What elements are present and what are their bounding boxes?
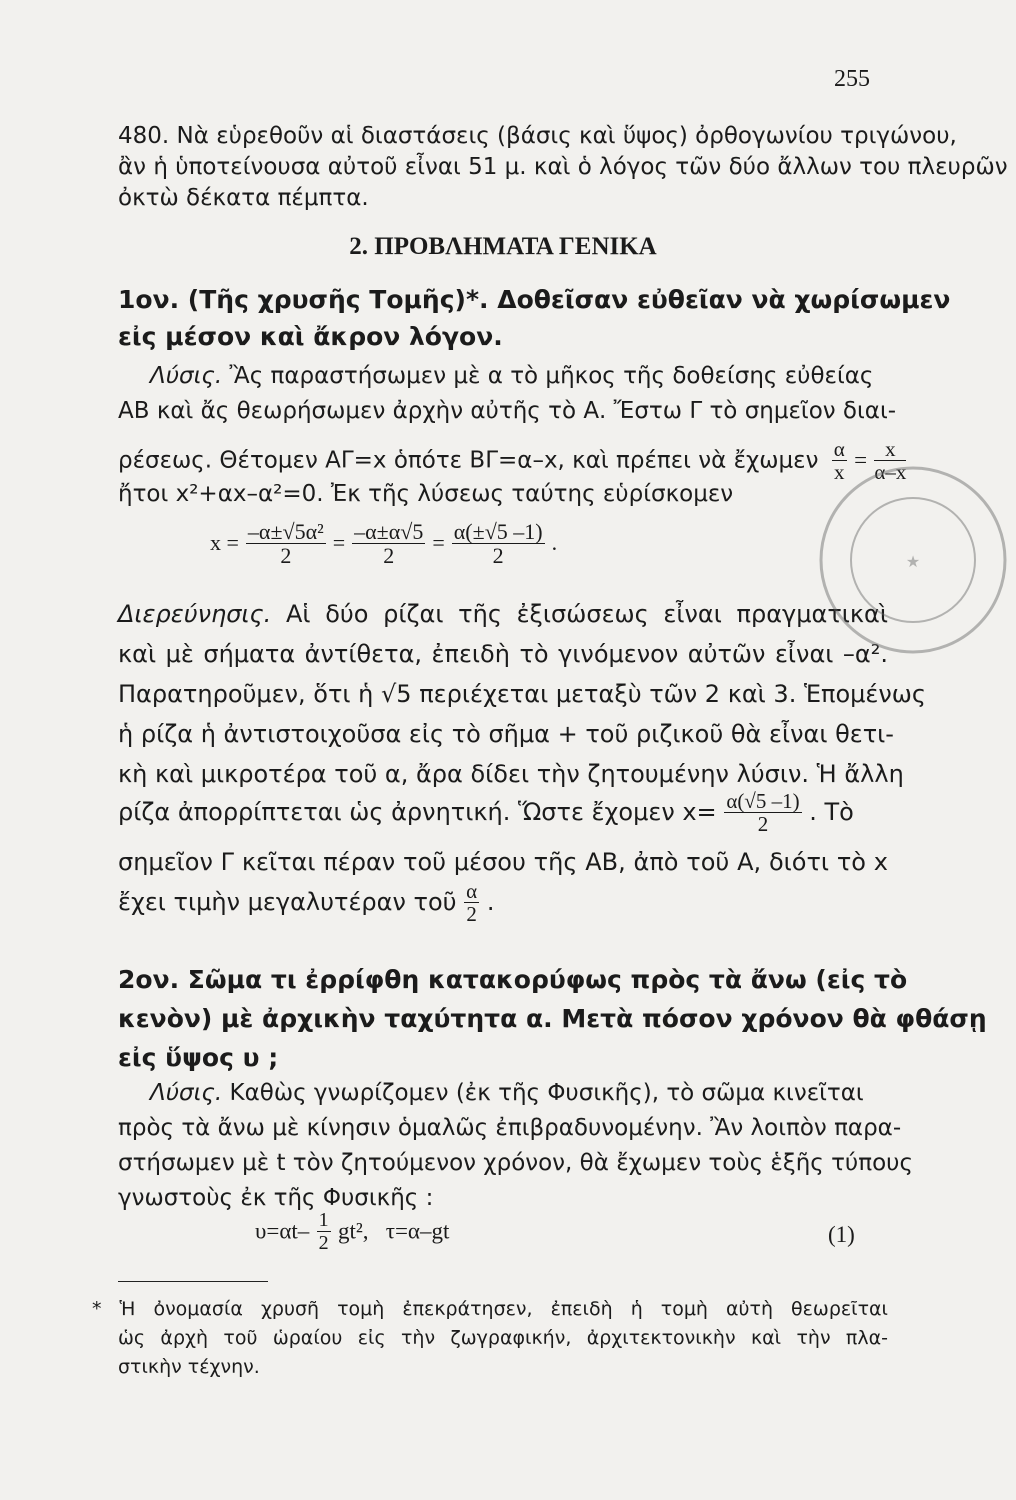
denominator: 2 — [757, 812, 769, 837]
problem-1-text-line-4: ἤτοι x²+αx–α²=0. Ἐκ τῆς λύσεως ταύτης εὑρίσκομεν — [118, 481, 734, 507]
numerator: –α±√5α² — [247, 519, 324, 544]
discussion-line-1 — [118, 600, 888, 628]
problem-2-title-line-3: εἰς ὕψος υ ; — [118, 1043, 279, 1072]
problem-2-text-line-2: πρὸς τὰ ἄνω μὲ κίνησιν ὁμαλῶς ἐπιβραδυνομένην. Ἂν λοιπὸν παρα- — [118, 1115, 902, 1141]
footnote-line-1: * Ἡ ὀνομασία χρυσῆ τομὴ ἐπεκράτησεν, ἐπειδὴ ἡ τομὴ αὐτὴ θεωρεῖται — [92, 1298, 888, 1320]
discussion-line-3: Παρατηροῦμεν, ὅτι ἡ √5 περιέχεται μεταξὺ τῶν 2 καὶ 3. Ἑπομένως — [118, 680, 926, 708]
problem-2-title-line-2: κενὸν) μὲ ἀρχικὴν ταχύτητα α. Μετὰ πόσον χρόνον θὰ φθάσῃ — [118, 1004, 987, 1033]
period: . — [551, 530, 558, 556]
library-stamp — [808, 455, 1016, 665]
discussion-line-2: καὶ μὲ σήματα ἀντίθετα, ἐπειδὴ τὸ γινόμενον αὐτῶν εἶναι –α². — [118, 640, 888, 668]
solution-fraction-2 — [352, 520, 425, 568]
numerator: α(√5 –1) — [726, 789, 800, 813]
text-span: ρίζα ἀπορρίπτεται ὡς ἀρνητική. Ὥστε ἔχομεν x= — [118, 798, 717, 827]
numerator: α(±√5 –1) — [453, 519, 543, 544]
solution-fraction-final — [724, 790, 801, 836]
lysis-label: Λύσις. — [150, 363, 223, 389]
text-span: ἔχει τιμὴν μεγαλυτέραν τοῦ — [118, 888, 457, 917]
denominator: α–x — [874, 460, 907, 485]
equals-sign: = — [332, 530, 346, 556]
problem-480-line-1: 480. Νὰ εὑρεθοῦν αἱ διαστάσεις (βάσις καὶ ὕψος) ὀρθογωνίου τριγώνου, — [118, 123, 957, 149]
discussion-line-4: ἡ ρίζα ἡ ἀντιστοιχοῦσα εἰς τὸ σῆμα + τοῦ ριζικοῦ θὰ εἶναι θετι- — [118, 720, 894, 748]
page-number: 255 — [834, 66, 870, 92]
equals-sign: = — [854, 447, 868, 473]
fraction-one-half — [317, 1210, 331, 1254]
problem-2-text-line-3: στήσωμεν μὲ t τὸν ζητούμενον χρόνον, θὰ ἔχωμεν τοὺς ἑξῆς τύπους — [118, 1150, 913, 1176]
x-equals: x = — [210, 530, 239, 556]
text-span: . — [486, 888, 495, 917]
problem-1-text-line-2: ΑΒ καὶ ἄς θεωρήσωμεν ἀρχὴν αὐτῆς τὸ Α. Ἔστω Γ τὸ σημεῖον διαι- — [118, 398, 897, 424]
problem-1-text-line-3 — [118, 437, 907, 485]
equation-tag: (1) — [828, 1222, 855, 1247]
formula-part: gt², τ=α–gt — [337, 1218, 450, 1244]
motion-formula — [255, 1210, 449, 1254]
text-span: . Τὸ — [809, 798, 854, 827]
footnote-line-2: ὡς ἀρχὴ τοῦ ὡραίου εἰς τὴν ζωγραφικήν, ἀρχιτεκτονικὴν καὶ τὴν πλα- — [118, 1327, 888, 1349]
problem-480-line-2: ἂν ἡ ὑποτείνουσα αὐτοῦ εἶναι 51 μ. καὶ ὁ λόγος τῶν δύο ἄλλων του πλευρῶν — [118, 154, 1008, 180]
problem-1-title-line-2: εἰς μέσον καὶ ἄκρον λόγον. — [118, 322, 503, 351]
solution-fraction-3 — [452, 520, 545, 568]
numerator: x — [874, 438, 906, 461]
footnote-line-3: στικὴν τέχνην. — [118, 1356, 260, 1378]
problem-2-title-line-1: 2ον. Σῶμα τι ἐρρίφθη κατακορύφως πρὸς τὰ ἄνω (εἰς τὸ — [118, 965, 908, 994]
footnote-rule — [118, 1281, 268, 1282]
equals-sign: = — [432, 530, 445, 556]
numerator: α — [466, 879, 478, 903]
solution-fraction-1 — [246, 520, 326, 568]
problem-2-text-line-1 — [150, 1080, 888, 1106]
discussion-line-7: σημεῖον Γ κεῖται πέραν τοῦ μέσου τῆς ΑΒ, ἀπὸ τοῦ Α, διότι τὸ x — [118, 848, 888, 876]
text-span: Καθὼς γνωρίζομεν (ἐκ τῆς Φυσικῆς), τὸ σῶμα κινεῖται — [229, 1080, 864, 1106]
numerator: α — [833, 437, 845, 461]
discussion-line-8 — [118, 880, 888, 926]
denominator: 2 — [492, 543, 504, 569]
solution-formula — [210, 520, 557, 568]
formula-part: υ=αt– — [255, 1218, 310, 1244]
problem-2-text-line-4: γνωστοὺς ἐκ τῆς Φυσικῆς : — [118, 1185, 434, 1211]
denominator: 2 — [383, 543, 395, 569]
problem-1-text-line-1 — [150, 363, 888, 389]
denominator: x — [834, 460, 845, 485]
section-heading: 2. ΠΡΟΒΛΗΜΑΤΑ ΓΕΝΙΚΑ — [349, 233, 657, 260]
svg-text:★: ★ — [905, 552, 921, 571]
denominator: 2 — [318, 1232, 329, 1254]
numerator: –α±α√5 — [354, 519, 424, 544]
text-span: Ἂς παραστήσωμεν μὲ α τὸ μῆκος τῆς δοθείσης εὐθείας — [229, 363, 874, 389]
text-span: Αἱ δύο ρίζαι τῆς ἐξισώσεως εἶναι πραγματικαὶ — [285, 600, 888, 628]
lysis-label: Λύσις. — [150, 1080, 223, 1106]
denominator: 2 — [280, 543, 292, 569]
discussion-line-6 — [118, 790, 888, 836]
problem-1-title-line-1: 1ον. (Τῆς χρυσῆς Τομῆς)*. Δοθεῖσαν εὐθεῖαν νὰ χωρίσωμεν — [118, 285, 951, 314]
numerator: 1 — [318, 1209, 329, 1231]
discussion-label: Διερεύνησις. — [118, 600, 272, 628]
fraction-a-over-2 — [464, 880, 479, 926]
discussion-line-5: κὴ καὶ μικροτέρα τοῦ α, ἄρα δίδει τὴν ζητουμένην λύσιν. Ἡ ἄλλη — [118, 760, 904, 788]
text-span: ρέσεως. Θέτομεν ΑΓ=x ὁπότε ΒΓ=α–x, καὶ πρέπει νὰ ἔχωμεν — [118, 447, 819, 474]
problem-480-line-3: ὀκτὼ δέκατα πέμπτα. — [118, 185, 369, 211]
denominator: 2 — [466, 902, 477, 927]
